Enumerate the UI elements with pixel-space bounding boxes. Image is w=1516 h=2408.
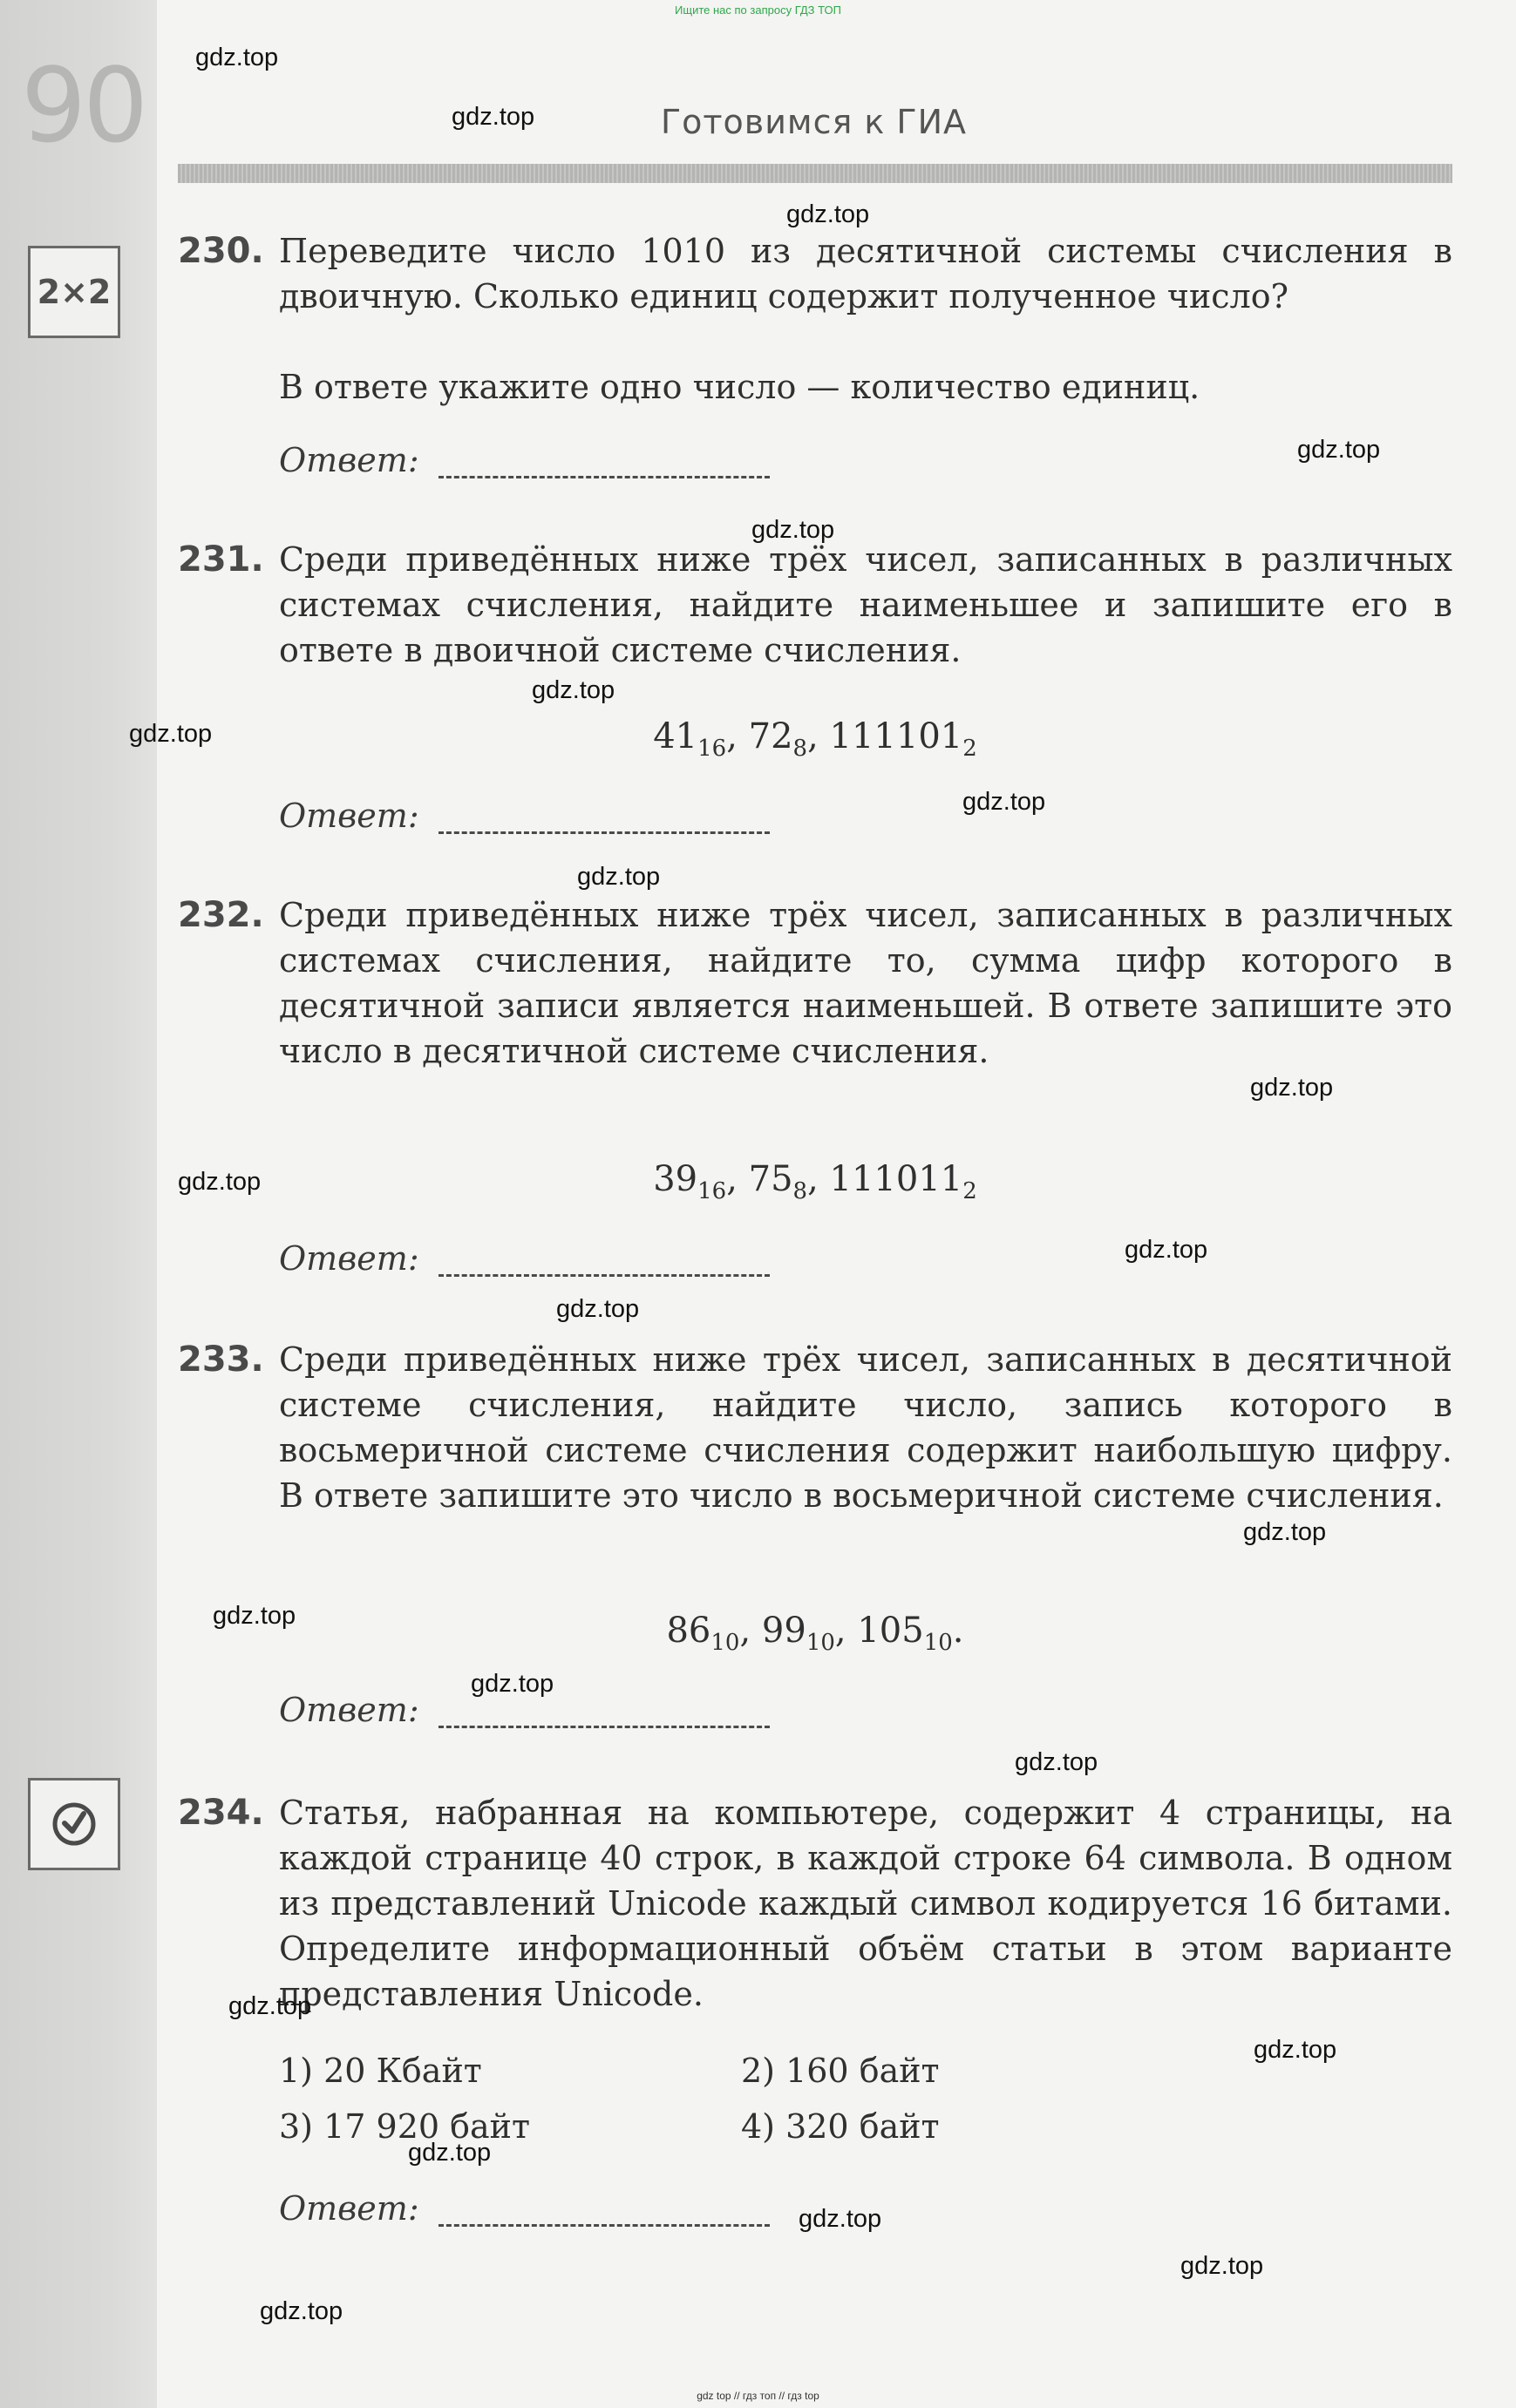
- task-number: 230.: [178, 231, 264, 271]
- numbers-formula: [178, 1159, 1452, 1204]
- task-number: 231.: [178, 539, 264, 580]
- number-3: $105_{10}$.: [857, 1611, 964, 1656]
- answer-line[interactable]: [438, 476, 770, 478]
- watermark: gdz.top: [751, 516, 835, 544]
- answer-label: Ответ:: [279, 1239, 419, 1278]
- watermark: gdz.top: [1015, 1748, 1098, 1776]
- number-3: $111011_2$: [829, 1159, 977, 1204]
- watermark: gdz.top: [129, 720, 213, 748]
- answer-label: Ответ:: [279, 797, 419, 835]
- task-number: 233.: [178, 1340, 264, 1380]
- watermark: gdz.top: [408, 2139, 492, 2167]
- task-231: [178, 537, 1452, 851]
- number-1: $41_{16}$,: [653, 716, 749, 762]
- self-check-icon: [28, 1778, 120, 1870]
- watermark: gdz.top: [1243, 1518, 1327, 1546]
- footer-note: gdz top // гдз топ // гдз top: [697, 2390, 819, 2402]
- speed-task-icon: [28, 246, 120, 338]
- task-230: [178, 228, 1452, 490]
- watermark: gdz.top: [1254, 2036, 1337, 2064]
- answer-field[interactable]: [279, 2189, 770, 2228]
- page-number: 90: [21, 45, 146, 166]
- task-text-note: В ответе укажите одно число — количество единиц.: [279, 368, 1200, 406]
- watermark: gdz.top: [1250, 1074, 1334, 1102]
- answer-label: Ответ:: [279, 2189, 419, 2228]
- watermark: gdz.top: [452, 103, 535, 131]
- watermark: gdz.top: [786, 200, 870, 228]
- number-1: $86_{10}$,: [666, 1611, 762, 1656]
- answer-line[interactable]: [438, 831, 770, 834]
- task-text: Переведите число 1010 из десятичной системы счисления в двоичную. Сколько единиц содержит полученное число?: [279, 232, 1452, 315]
- watermark: gdz.top: [556, 1295, 640, 1323]
- answer-field[interactable]: [279, 1239, 770, 1278]
- watermark: gdz.top: [213, 1602, 296, 1630]
- answer-line[interactable]: [438, 1274, 770, 1277]
- watermark: gdz.top: [1180, 2252, 1264, 2280]
- watermark: gdz.top: [1125, 1236, 1208, 1264]
- number-2: $99_{10}$,: [761, 1611, 858, 1656]
- watermark: gdz.top: [577, 863, 661, 891]
- task-text: Среди приведённых ниже трёх чисел, записанных в различных системах счисления, найдите то, сумма цифр которого в десятичной записи является наименьшей. В ответе запишите это число в десятичной системе счисления.: [279, 896, 1452, 1070]
- numbers-formula: [178, 716, 1452, 762]
- watermark: gdz.top: [532, 676, 615, 704]
- top-note: Ищите нас по запросу ГДЗ ТОП: [675, 3, 841, 17]
- answer-line[interactable]: [438, 1726, 770, 1728]
- number-1: $39_{16}$,: [653, 1159, 749, 1204]
- option-2[interactable]: 2) 160 байт: [741, 2052, 940, 2090]
- speed-task-icon-label: 2×2: [37, 273, 112, 311]
- option-4[interactable]: 4) 320 байт: [741, 2107, 940, 2146]
- task-234: [178, 1790, 1452, 2243]
- left-margin-band: [0, 0, 157, 2408]
- answer-field[interactable]: [279, 441, 770, 479]
- answer-label: Ответ:: [279, 441, 419, 479]
- header-rule: [178, 164, 1452, 183]
- option-3[interactable]: 3) 17 920 байт: [279, 2107, 531, 2146]
- task-text: Среди приведённых ниже трёх чисел, записанных в различных системах счисления, найдите наименьшее и запишите его в ответе в двоичной системе счисления.: [279, 540, 1452, 669]
- task-number: 234.: [178, 1793, 264, 1833]
- answer-label: Ответ:: [279, 1691, 419, 1729]
- task-text: Среди приведённых ниже трёх чисел, записанных в десятичной системе счисления, найдите число, запись которого в восьмеричной системе счисления содержит наибольшую цифру. В ответе запишите это число в восьмеричной системе счисления.: [279, 1340, 1452, 1515]
- answer-field[interactable]: [279, 797, 770, 835]
- checkmark-circle-icon: [48, 1798, 100, 1850]
- watermark: gdz.top: [228, 1992, 312, 2020]
- header-title: Готовимся к ГИА: [661, 103, 968, 141]
- task-number: 232.: [178, 895, 264, 935]
- option-1[interactable]: 1) 20 Кбайт: [279, 2052, 482, 2090]
- number-2: $72_8$,: [748, 716, 830, 762]
- answer-line[interactable]: [438, 2224, 770, 2227]
- number-2: $75_8$,: [748, 1159, 830, 1204]
- watermark: gdz.top: [471, 1670, 554, 1698]
- watermark: gdz.top: [195, 44, 279, 71]
- watermark: gdz.top: [260, 2297, 343, 2325]
- number-3: $111101_2$: [829, 716, 977, 762]
- watermark: gdz.top: [799, 2205, 882, 2233]
- task-text: Статья, набранная на компьютере, содержит 4 страницы, на каждой странице 40 строк, в каждой строке 64 символа. В одном из представлений Unicode каждый символ кодируется 16 битами. Определите информационный объём статьи в этом варианте представления Unicode.: [279, 1794, 1452, 2013]
- numbers-formula: [178, 1611, 1452, 1656]
- watermark: gdz.top: [962, 788, 1046, 816]
- watermark: gdz.top: [178, 1168, 262, 1196]
- watermark: gdz.top: [1297, 436, 1381, 464]
